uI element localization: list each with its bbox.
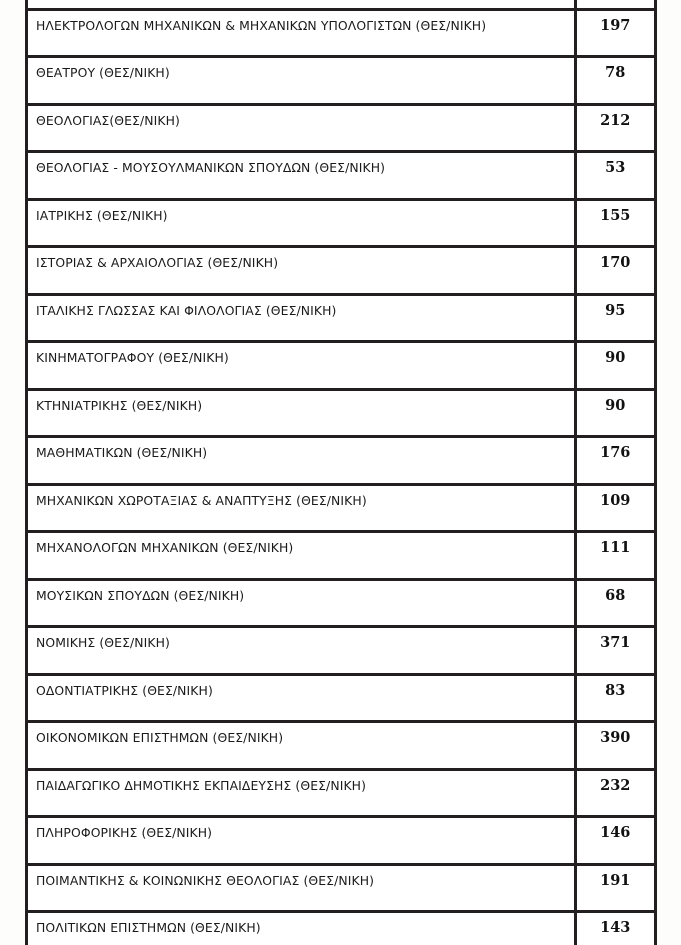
department-name-cell — [28, 722, 575, 770]
department-count-cell — [575, 199, 654, 247]
table-row — [28, 247, 654, 295]
table-row — [28, 57, 654, 105]
department-count-value: 78 — [605, 64, 626, 81]
department-count-cell — [575, 294, 654, 342]
department-name-cell — [28, 57, 575, 105]
department-count-value: 146 — [600, 824, 631, 841]
department-count-cell — [575, 674, 654, 722]
table-row — [28, 389, 654, 437]
department-count-value: 170 — [600, 254, 631, 271]
department-name-cell — [28, 579, 575, 627]
table-row — [28, 817, 654, 865]
department-name-cell — [28, 389, 575, 437]
table-row — [28, 342, 654, 390]
department-name-label: ΠΟΙΜΑΝΤΙΚΗΣ & ΚΟΙΝΩΝΙΚΗΣ ΘΕΟΛΟΓΙΑΣ (ΘΕΣ/ΝΙΚΗ) — [36, 872, 375, 888]
department-count-cell — [575, 627, 654, 675]
table-row — [28, 152, 654, 200]
table-row — [28, 912, 654, 945]
department-name-label: ΠΛΗΡΟΦΟΡΙΚΗΣ (ΘΕΣ/ΝΙΚΗ) — [36, 825, 213, 840]
department-count-value: 83 — [605, 681, 626, 699]
table-row — [28, 532, 654, 580]
department-name-label: ΠΟΛΙΤΙΚΩΝ ΕΠΙΣΤΗΜΩΝ (ΘΕΣ/ΝΙΚΗ) — [36, 920, 261, 935]
department-count-value: 232 — [600, 776, 631, 794]
department-count-cell — [575, 579, 654, 627]
department-name-label: ΙΣΤΟΡΙΑΣ & ΑΡΧΑΙΟΛΟΓΙΑΣ (ΘΕΣ/ΝΙΚΗ) — [36, 255, 279, 270]
table-row — [28, 199, 654, 247]
department-name-label: ΚΤΗΝΙΑΤΡΙΚΗΣ (ΘΕΣ/ΝΙΚΗ) — [36, 397, 203, 413]
department-name-cell — [28, 342, 575, 390]
department-count-value: 176 — [600, 444, 631, 461]
table-row — [28, 294, 654, 342]
table-row — [28, 674, 654, 722]
table-row — [28, 627, 654, 675]
department-count-cell — [575, 532, 654, 580]
department-count-value: 90 — [605, 349, 626, 366]
department-name-cell — [28, 674, 575, 722]
department-count-cell — [575, 9, 654, 57]
department-count-cell — [575, 912, 654, 945]
table-row — [28, 579, 654, 627]
department-name-cell — [28, 294, 575, 342]
department-name-label: ΜΗΧΑΝΙΚΩΝ ΧΩΡΟΤΑΞΙΑΣ & ΑΝΑΠΤΥΞΗΣ (ΘΕΣ/ΝΙΚΗ) — [36, 492, 367, 508]
department-count-cell — [575, 152, 654, 200]
department-count-value: 212 — [600, 111, 631, 129]
department-count-value: 143 — [600, 919, 631, 936]
department-count-cell — [575, 722, 654, 770]
department-name-cell — [28, 532, 575, 580]
department-count-value: 371 — [600, 634, 631, 651]
department-count-value: 155 — [600, 206, 631, 224]
department-name-label: ΗΛΕΚΤΡΟΛΟΓΩΝ ΜΗΧΑΝΙΚΩΝ & ΜΗΧΑΝΙΚΩΝ ΥΠΟΛΟΓΙΣΤΩΝ (ΘΕΣ/ΝΙΚΗ) — [36, 17, 487, 33]
table-row — [28, 864, 654, 912]
table-body — [28, 0, 654, 945]
department-name-cell — [28, 817, 575, 865]
department-name-label: ΜΑΘΗΜΑΤΙΚΩΝ (ΘΕΣ/ΝΙΚΗ) — [36, 445, 208, 460]
department-name-cell — [28, 9, 575, 57]
department-name-label: ΚΙΝΗΜΑΤΟΓΡΑΦΟΥ (ΘΕΣ/ΝΙΚΗ) — [36, 350, 229, 365]
department-count-cell — [575, 769, 654, 817]
department-name-cell — [28, 912, 575, 945]
department-count-value: 111 — [600, 539, 631, 556]
department-count-value: 53 — [605, 159, 626, 176]
department-count-value: 390 — [600, 729, 631, 746]
department-name-cell — [28, 769, 575, 817]
table-row — [28, 104, 654, 152]
department-count-cell — [575, 342, 654, 390]
table-row — [28, 769, 654, 817]
department-name-label: ΟΙΚΟΝΟΜΙΚΩΝ ΕΠΙΣΤΗΜΩΝ (ΘΕΣ/ΝΙΚΗ) — [36, 730, 284, 745]
department-count-value: 95 — [605, 301, 626, 319]
department-count-value: 68 — [605, 586, 626, 604]
department-name-cell — [28, 864, 575, 912]
department-count-cell — [575, 817, 654, 865]
department-name-label: ΙΑΤΡΙΚΗΣ (ΘΕΣ/ΝΙΚΗ) — [36, 207, 168, 223]
department-name-cell — [28, 0, 575, 9]
department-name-cell — [28, 247, 575, 295]
department-name-cell — [28, 484, 575, 532]
table-row — [28, 722, 654, 770]
department-name-label: ΜΗΧΑΝΟΛΟΓΩΝ ΜΗΧΑΝΙΚΩΝ (ΘΕΣ/ΝΙΚΗ) — [36, 540, 294, 555]
department-count-value: 191 — [600, 871, 631, 889]
department-count-cell — [575, 247, 654, 295]
department-count-cell — [575, 57, 654, 105]
department-name-cell — [28, 437, 575, 485]
department-name-label: ΜΟΥΣΙΚΩΝ ΣΠΟΥΔΩΝ (ΘΕΣ/ΝΙΚΗ) — [36, 587, 245, 603]
department-count-cell — [575, 864, 654, 912]
department-name-label: ΝΟΜΙΚΗΣ (ΘΕΣ/ΝΙΚΗ) — [36, 635, 170, 650]
department-name-cell — [28, 104, 575, 152]
table-row — [28, 9, 654, 57]
department-count-value: 90 — [605, 396, 626, 414]
table-row — [28, 437, 654, 485]
department-count-value: 109 — [600, 491, 631, 509]
department-name-label: ΘΕΟΛΟΓΙΑΣ(ΘΕΣ/ΝΙΚΗ) — [36, 112, 180, 128]
department-name-label: ΟΔΟΝΤΙΑΤΡΙΚΗΣ (ΘΕΣ/ΝΙΚΗ) — [36, 682, 213, 698]
table-row — [28, 0, 654, 9]
table-container — [25, 0, 657, 945]
department-count-cell — [575, 437, 654, 485]
department-name-label: ΘΕΟΛΟΓΙΑΣ - ΜΟΥΣΟΥΛΜΑΝΙΚΩΝ ΣΠΟΥΔΩΝ (ΘΕΣ/ΝΙΚΗ) — [36, 160, 386, 175]
department-name-label: ΠΑΙΔΑΓΩΓΙΚΟ ΔΗΜΟΤΙΚΗΣ ΕΚΠΑΙΔΕΥΣΗΣ (ΘΕΣ/ΝΙΚΗ) — [36, 777, 367, 793]
department-name-label: ΙΤΑΛΙΚΗΣ ΓΛΩΣΣΑΣ ΚΑΙ ΦΙΛΟΛΟΓΙΑΣ (ΘΕΣ/ΝΙΚΗ) — [36, 302, 337, 318]
department-name-label: ΘΕΑΤΡΟΥ (ΘΕΣ/ΝΙΚΗ) — [36, 65, 170, 80]
department-name-cell — [28, 627, 575, 675]
department-name-cell — [28, 199, 575, 247]
department-count-value: 197 — [600, 16, 631, 34]
table-row — [28, 484, 654, 532]
department-count-cell — [575, 484, 654, 532]
department-count-cell — [575, 104, 654, 152]
department-count-cell — [575, 0, 654, 9]
departments-table — [28, 0, 654, 945]
department-count-cell — [575, 389, 654, 437]
department-name-cell — [28, 152, 575, 200]
